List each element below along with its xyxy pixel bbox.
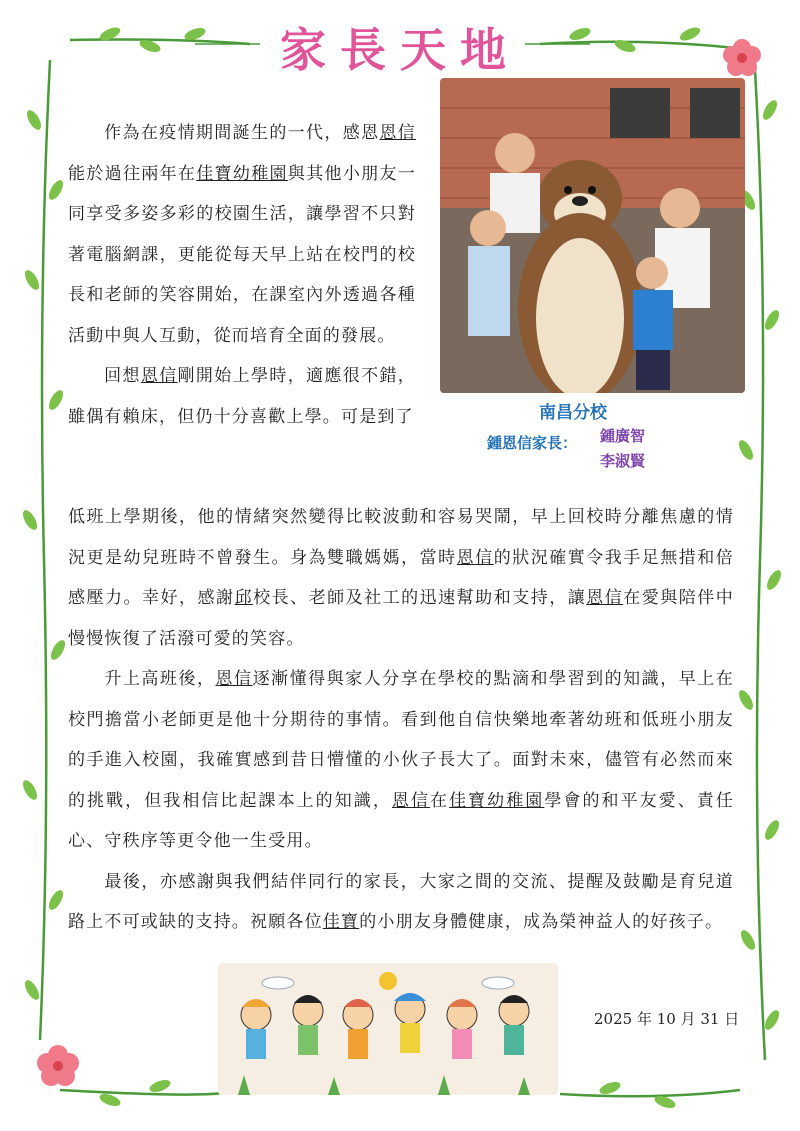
page-title xyxy=(0,14,800,80)
paragraph-1: 作為在疫情期間誕生的一代，感恩恩信能於過往兩年在佳寶幼稚園與其他小朋友一同享受多姿多彩的校園生活，讓學習不只對著電腦網課，更能從每天早上站在校門的校長和老師的笑容開始，在課室內外透過各種活動中與人互動，從而培育全面的發展。 xyxy=(68,123,417,346)
paragraph-3: 升上高班後，恩信逐漸懂得與家人分享在學校的點滴和學習到的知識，早上在校門擔當小老師更是他十分期待的事情。看到他自信快樂地牽著幼班和低班小朋友的手進入校園，我確實感到昔日懵懂的小伙子長大了。面對未來，儘管有必然而來的挑戰，但我相信比起課本上的知識，恩信在佳寶幼稚園學會的和平友愛、責任心、守秩序等更令他一生受用。 xyxy=(68,669,735,851)
title-char: 地 xyxy=(460,23,520,77)
parent-name: 李淑賢 xyxy=(600,452,646,470)
letter-body-bottom xyxy=(68,497,734,943)
parent-names xyxy=(600,424,645,474)
letter-date: 2025 年 10 月 31 日 xyxy=(594,1010,740,1028)
title-char: 家 xyxy=(280,23,340,77)
parent-name: 鍾廣智 xyxy=(600,427,646,445)
title-char: 天 xyxy=(400,23,460,77)
family-photo xyxy=(440,78,745,393)
title-char: 長 xyxy=(340,23,400,77)
school-caption: 南昌分校 xyxy=(539,403,607,423)
paragraph-4: 最後，亦感謝與我們結伴同行的家長，大家之間的交流、提醒及鼓勵是育兒道路上不可或缺的支持。祝願各位佳寶的小朋友身體健康，成為榮神益人的好孩子。 xyxy=(68,871,734,932)
paragraph-2: 回想恩信剛開始上學時，適應很不錯，雖偶有賴床，但仍十分喜歡上學。可是到了 xyxy=(68,366,416,427)
letter-body-top xyxy=(68,113,416,437)
parent-label: 鍾恩信家長： xyxy=(487,434,578,452)
paragraph-2-cont: 低班上學期後，他的情緒突然變得比較波動和容易哭鬧，早上回校時分離焦慮的情況更是幼兒班時不曾發生。身為雙職媽媽，當時恩信的狀況確實令我手足無措和倍感壓力。幸好，感謝邱校長、老師及社工的迅速幫助和支持，讓恩信在愛與陪伴中慢慢恢復了活潑可愛的笑容。 xyxy=(68,507,734,649)
kids-illustration xyxy=(218,963,558,1095)
